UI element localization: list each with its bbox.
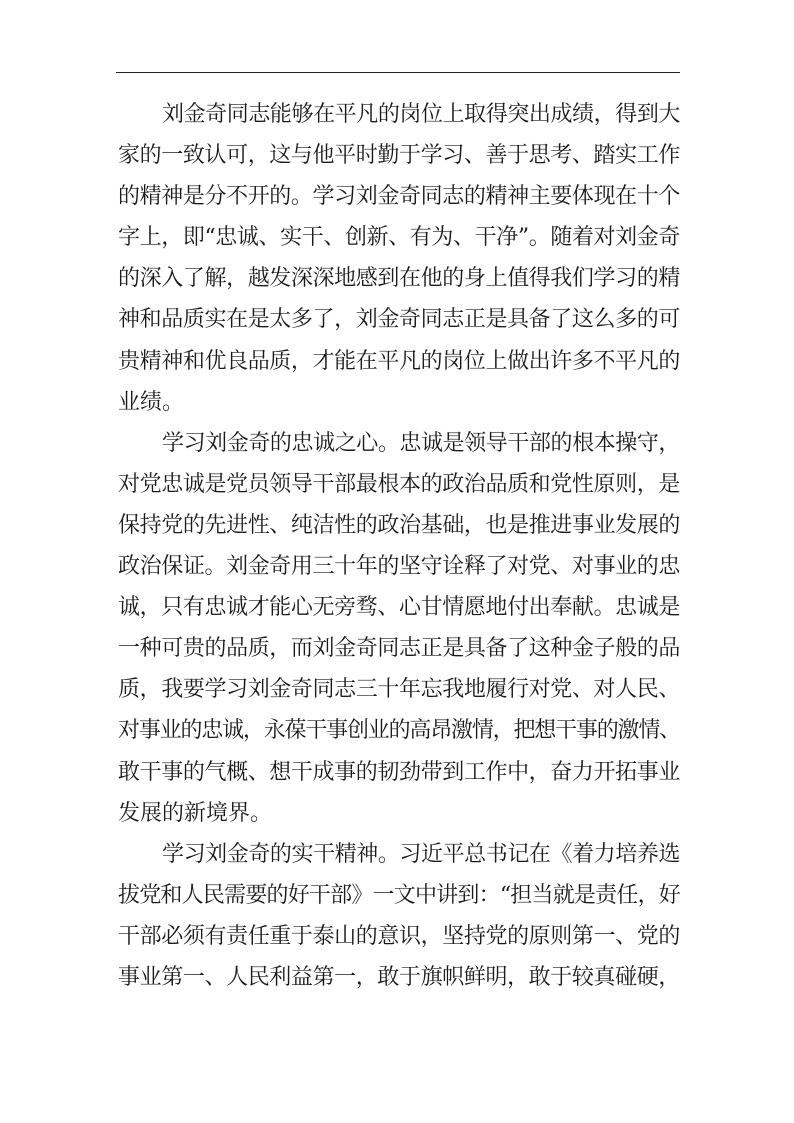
paragraph-2-line-5: 诚，只有忠诚才能心无旁骛、心甘情愿地付出奉献。忠诚是 bbox=[118, 595, 680, 621]
paragraph-2-line-3: 保持党的先进性、纯洁性的政治基础，也是推进事业发展的 bbox=[118, 512, 680, 538]
paragraph-2-line-2: 对党忠诚是党员领导干部最根本的政治品质和党性原则，是 bbox=[118, 471, 680, 497]
paragraph-1-line-7: 贵精神和优良品质，才能在平凡的岗位上做出许多不平凡的 bbox=[118, 348, 680, 374]
header-rule bbox=[116, 72, 680, 73]
paragraph-2-line-8: 对事业的忠诚，永葆干事创业的高昂激情，把想干事的激情、 bbox=[118, 718, 680, 744]
paragraph-2-line-4: 政治保证。刘金奇用三十年的坚守诠释了对党、对事业的忠 bbox=[118, 554, 680, 580]
paragraph-1-line-6: 神和品质实在是太多了，刘金奇同志正是具备了这么多的可 bbox=[118, 307, 680, 333]
paragraph-1-line-3: 的精神是分不开的。学习刘金奇同志的精神主要体现在十个 bbox=[118, 184, 680, 210]
paragraph-3-line-4: 事业第一、人民利益第一，敢于旗帜鲜明，敢于较真碰硬， bbox=[118, 964, 680, 990]
paragraph-1-line-2: 家的一致认可，这与他平时勤于学习、善于思考、踏实工作 bbox=[118, 143, 680, 169]
paragraph-1-line-4: 字上，即“忠诚、实干、创新、有为、干净”。随着对刘金奇 bbox=[118, 225, 680, 251]
paragraph-1-line-8: 业绩。 bbox=[118, 389, 185, 415]
paragraph-1-line-5: 的深入了解，越发深深地感到在他的身上值得我们学习的精 bbox=[118, 266, 680, 292]
paragraph-2-line-7: 质，我要学习刘金奇同志三十年忘我地履行对党、对人民、 bbox=[118, 677, 680, 703]
paragraph-1-line-1: 刘金奇同志能够在平凡的岗位上取得突出成绩，得到大 bbox=[162, 102, 680, 127]
paragraph-3-line-3: 干部必须有责任重于泰山的意识，坚持党的原则第一、党的 bbox=[118, 923, 680, 949]
paragraph-2-line-6: 一种可贵的品质，而刘金奇同志正是具备了这种金子般的品 bbox=[118, 636, 680, 662]
body-text bbox=[118, 94, 680, 998]
paragraph-2-line-10: 发展的新境界。 bbox=[118, 800, 273, 826]
paragraph-2-line-9: 敢干事的气概、想干成事的韧劲带到工作中，奋力开拓事业 bbox=[118, 759, 680, 785]
paragraph-2-line-1: 学习刘金奇的忠诚之心。忠诚是领导干部的根本操守， bbox=[162, 430, 680, 456]
paragraph-3-line-1: 学习刘金奇的实干精神。习近平总书记在《着力培养选 bbox=[162, 841, 680, 867]
paragraph-3-line-2: 拔党和人民需要的好干部》一文中讲到：“担当就是责任，好 bbox=[118, 882, 680, 908]
